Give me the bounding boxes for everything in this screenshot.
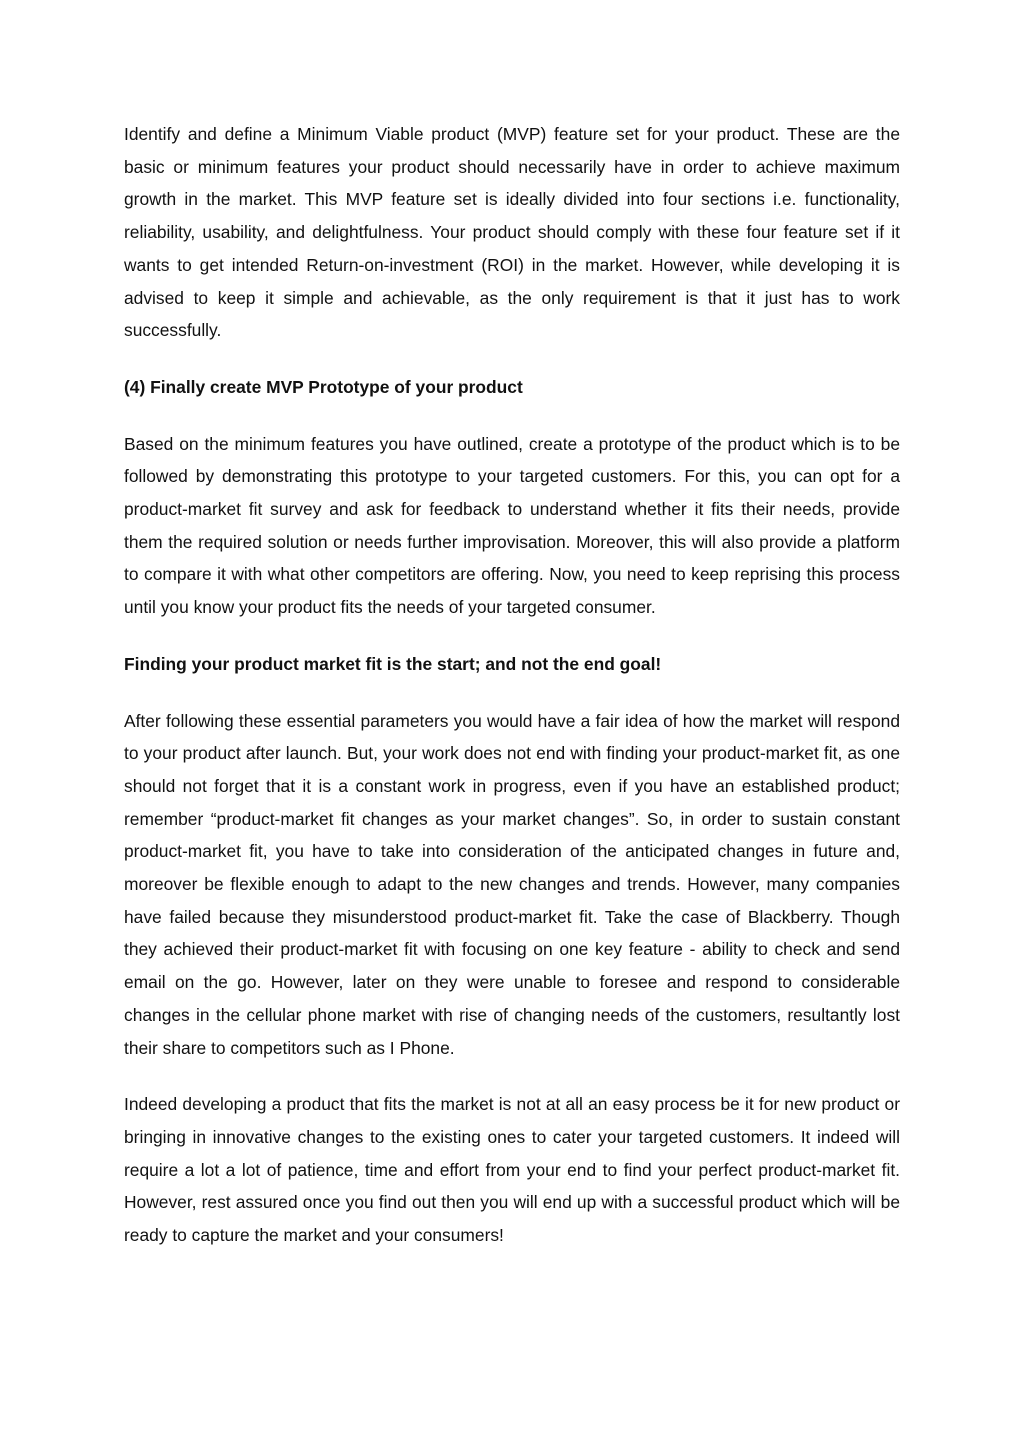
- paragraph-after-launch: After following these essential parameters you would have a fair idea of how the market will respond to your product after launch. But, your work does not end with finding your product-market fit, as one should not forget that it is a constant work in progress, even if you have an established product; remember “product-market fit changes as your market changes”. So, in order to sustain constant product-market fit, you have to take into consideration of the anticipated changes in future and, moreover be flexible enough to adapt to the new changes and trends. However, many companies have failed because they misunderstood product-market fit. Take the case of Blackberry. Though they achieved their product-market fit with focusing on one key feature - ability to check and send email on the go. However, later on they were unable to foresee and respond to considerable changes in the cellular phone market with rise of changing needs of the customers, resultantly lost their share to competitors such as I Phone.: [124, 710, 900, 1058]
- heading-product-market-fit: Finding your product market fit is the start; and not the end goal!: [124, 653, 662, 674]
- paragraph-conclusion: Indeed developing a product that fits the market is not at all an easy process be it for new product or bringing in innovative changes to the existing ones to cater your targeted customers. It indeed will require a lot a lot of patience, time and effort from your end to find your perfect product-market fit. However, rest assured once you find out then you will end up with a successful product which will be ready to capture the market and your consumers!: [124, 1094, 900, 1246]
- paragraph-mvp-feature-set: Identify and define a Minimum Viable product (MVP) feature set for your product. These are the basic or minimum features your product should necessarily have in order to achieve maximum growth in the market. This MVP feature set is ideally divided into four sections i.e. functionality, reliability, usability, and delightfulness. Your product should comply with these four feature set if it wants to get intended Return-on-investment (ROI) in the market. However, while developing it is advised to keep it simple and achievable, as the only requirement is that it just has to work successfully.: [124, 124, 900, 341]
- document-body: [124, 118, 900, 1276]
- heading-mvp-prototype: (4) Finally create MVP Prototype of your product: [124, 376, 523, 397]
- paragraph-prototype: Based on the minimum features you have outlined, create a prototype of the product which is to be followed by demonstrating this prototype to your targeted customers. For this, you can opt for a product-market fit survey and ask for feedback to understand whether it fits their needs, provide them the required solution or needs further improvisation. Moreover, this will also provide a platform to compare it with what other competitors are offering. Now, you need to keep reprising this process until you know your product fits the needs of your targeted consumer.: [124, 433, 900, 618]
